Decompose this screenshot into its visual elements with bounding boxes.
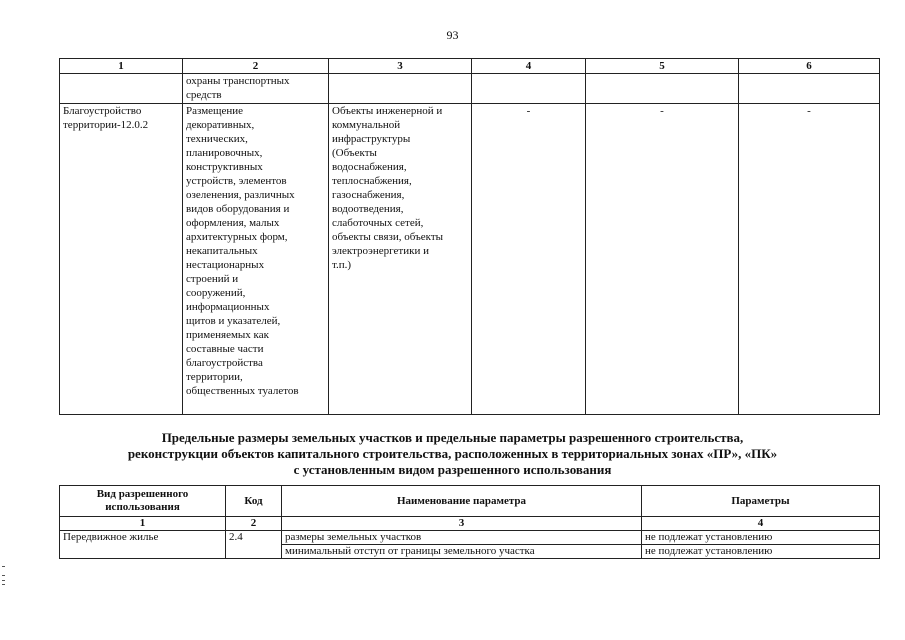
top-table-continuation-row xyxy=(60,74,880,104)
cell-line: устройств, элементов xyxy=(186,175,287,187)
cell-line: декоративных, xyxy=(186,119,255,131)
cell-line: объекты связи, объекты xyxy=(332,231,444,243)
header-line: Вид разрешенного xyxy=(96,488,189,500)
cell-line: строений и xyxy=(186,273,239,285)
table-cell xyxy=(472,74,586,104)
cell-line: некапитальных xyxy=(186,245,258,257)
cell-line: Благоустройство xyxy=(63,105,142,117)
cell-line: (Объекты xyxy=(332,147,377,159)
cell-line: охраны транспортных xyxy=(186,75,290,87)
table-cell: - xyxy=(472,104,586,415)
top-table-header-cell: 3 xyxy=(329,59,472,74)
cell-line: водоотведения, xyxy=(332,203,404,215)
column-number: 1 xyxy=(60,517,226,531)
header-cell: Код xyxy=(226,486,282,517)
table-cell: - xyxy=(586,104,739,415)
column-number: 3 xyxy=(282,517,642,531)
cell-line: слаботочных сетей, xyxy=(332,217,424,229)
cell-line: информационных xyxy=(186,301,270,313)
cell-line: планировочных, xyxy=(186,147,263,159)
table-row xyxy=(60,531,880,545)
parameter-value-cell: не подлежат установлению xyxy=(642,545,880,559)
cell-line: архитектурных форм, xyxy=(186,231,288,243)
margin-mark xyxy=(2,584,5,585)
cell-line: средств xyxy=(186,89,222,101)
auxiliary-use-cell xyxy=(329,104,472,415)
heading-line: с установленным видом разрешенного использования xyxy=(293,462,612,477)
cell-line: составные части xyxy=(186,343,264,355)
header-line: использования xyxy=(105,501,180,513)
header-cell: Параметры xyxy=(642,486,880,517)
top-table-header-cell: 5 xyxy=(586,59,739,74)
margin-mark xyxy=(2,566,5,567)
column-number: 2 xyxy=(226,517,282,531)
cell-line: общественных туалетов xyxy=(186,385,299,397)
cell-line: электроэнергетики и xyxy=(332,245,429,257)
parameters-table-header-row xyxy=(60,486,880,517)
margin-mark xyxy=(2,580,5,581)
top-table-header-row xyxy=(60,59,880,74)
parameter-value-cell: не подлежат установлению xyxy=(642,531,880,545)
top-table-header-cell: 4 xyxy=(472,59,586,74)
top-table-header-cell: 6 xyxy=(739,59,880,74)
cell-line: Объекты инженерной и xyxy=(332,105,443,117)
top-table-header-cell: 2 xyxy=(183,59,329,74)
table-cell xyxy=(586,74,739,104)
cell-line: технических, xyxy=(186,133,248,145)
page-number: 93 xyxy=(446,28,459,42)
table-cell: - xyxy=(739,104,880,415)
header-cell: Наименование параметра xyxy=(282,486,642,517)
cell-line: оформления, малых xyxy=(186,217,280,229)
top-table-header-cell: 1 xyxy=(60,59,183,74)
parameter-name-cell: размеры земельных участков xyxy=(282,531,642,545)
cell-line: территории-12.0.2 xyxy=(63,119,149,131)
cell-line: применяемых как xyxy=(186,329,269,341)
margin-mark xyxy=(2,575,5,576)
use-type-cell: Передвижное жилье xyxy=(60,531,226,559)
description-cell xyxy=(183,104,329,415)
table-cell xyxy=(60,74,183,104)
use-type-cell xyxy=(60,104,183,415)
cell-line: сооружений, xyxy=(186,287,246,299)
cell-line: озеленения, различных xyxy=(186,189,295,201)
section-heading xyxy=(0,430,905,478)
cell-line: территории, xyxy=(186,371,243,383)
cell-line: Размещение xyxy=(186,105,244,117)
table-cell xyxy=(329,74,472,104)
cell-line: нестационарных xyxy=(186,259,265,271)
header-cell xyxy=(60,486,226,517)
parameters-table-number-row xyxy=(60,517,880,531)
cell-line: инфраструктуры xyxy=(332,133,411,145)
cell-line: видов оборудования и xyxy=(186,203,290,215)
heading-line: реконструкции объектов капитального строительства, расположенных в территориальных зонах «ПР», «ПК» xyxy=(127,446,778,461)
cell-line: щитов и указателей, xyxy=(186,315,281,327)
cell-line: водоснабжения, xyxy=(332,161,407,173)
cell-line: теплоснабжения, xyxy=(332,175,412,187)
heading-line: Предельные размеры земельных участков и предельные параметры разрешенного строительства, xyxy=(161,430,744,445)
cell-line: газоснабжения, xyxy=(332,189,405,201)
table-cell xyxy=(183,74,329,104)
cell-line: т.п.) xyxy=(332,259,352,271)
top-table-row-landscaping xyxy=(60,104,880,415)
column-number: 4 xyxy=(642,517,880,531)
cell-line: благоустройства xyxy=(186,357,263,369)
cell-line: коммунальной xyxy=(332,119,401,131)
code-cell: 2.4 xyxy=(226,531,282,559)
top-table xyxy=(59,58,880,415)
parameter-name-cell: минимальный отступ от границы земельного участка xyxy=(282,545,642,559)
table-cell xyxy=(739,74,880,104)
cell-line: конструктивных xyxy=(186,161,263,173)
parameters-table xyxy=(59,485,880,559)
